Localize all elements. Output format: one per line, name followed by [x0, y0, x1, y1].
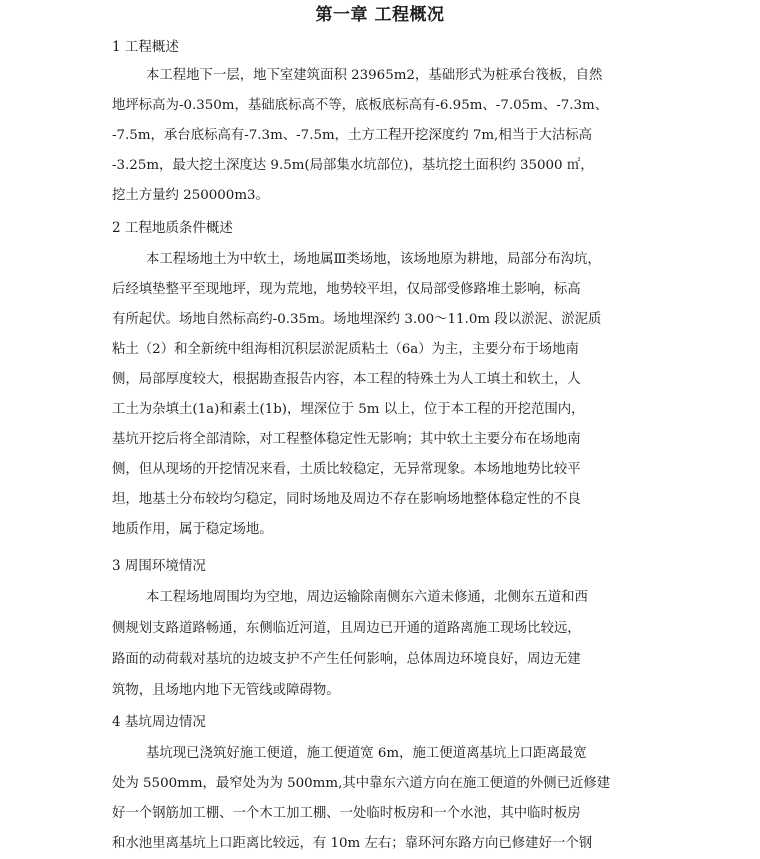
- paragraph-line: 筑物，且场地内地下无管线或障碍物。: [112, 683, 340, 698]
- paragraph-line: 侧，局部厚度较大，根据勘查报告内容，本工程的特殊土为人工填土和软土，人: [112, 372, 581, 387]
- paragraph-line: 后经填垫整平至现地坪，现为荒地，地势较平坦，仅局部受修路堆土影响，标高: [112, 282, 581, 297]
- paragraph-line: 处为 5500mm，最窄处为为 500mm,其中靠东六道方向在施工便道的外侧已近修建: [112, 776, 611, 791]
- paragraph-line: 好一个钢筋加工棚、一个木工加工棚、一处临时板房和一个水池，其中临时板房: [112, 806, 581, 821]
- chapter-title: 第一章 工程概况: [315, 5, 445, 25]
- paragraph-line: 和水池里离基坑上口距离比较远，有 10m 左右；靠环河东路方向已修建好一个钢: [112, 836, 593, 851]
- paragraph-line: 地质作用，属于稳定场地。: [112, 522, 273, 537]
- paragraph-line: 本工程地下一层，地下室建筑面积 23965m2，基础形式为桩承台筏板，自然: [146, 68, 603, 83]
- paragraph-line: 挖土方量约 250000m3。: [112, 188, 269, 203]
- paragraph-line: 基坑现已浇筑好施工便道，施工便道宽 6m，施工便道离基坑上口距离最宽: [146, 746, 587, 761]
- section-heading: 1 工程概述: [112, 39, 179, 55]
- section-heading: 3 周围环境情况: [112, 558, 206, 574]
- paragraph-line: -7.5m，承台底标高有-7.3m、-7.5m，土方工程开挖深度约 7m,相当于大沽标高: [112, 128, 593, 143]
- paragraph-line: -3.25m，最大挖土深度达 9.5m(局部集水坑部位)，基坑挖土面积约 35000 ㎡，: [112, 158, 594, 173]
- paragraph-line: 本工程场地土为中软土，场地属Ⅲ类场地，该场地原为耕地，局部分布沟坑，: [146, 252, 601, 267]
- paragraph-line: 本工程场地周围均为空地，周边运输除南侧东六道未修通，北侧东五道和西: [146, 590, 588, 605]
- paragraph-line: 坦，地基土分布较均匀稳定，同时场地及周边不存在影响场地整体稳定性的不良: [112, 492, 581, 507]
- paragraph-line: 路面的动荷载对基坑的边坡支护不产生任何影响，总体周边环境良好，周边无建: [112, 652, 581, 667]
- section-heading: 4 基坑周边情况: [112, 714, 206, 730]
- paragraph-line: 地坪标高为-0.350m，基础底标高不等，底板底标高有-6.95m、-7.05m、-7.3m、: [112, 98, 609, 113]
- paragraph-line: 侧规划支路道路畅通，东侧临近河道，且周边已开通的道路离施工现场比较远，: [112, 621, 581, 636]
- paragraph-line: 基坑开挖后将全部清除，对工程整体稳定性无影响；其中软土主要分布在场地南: [112, 432, 581, 447]
- paragraph-line: 侧，但从现场的开挖情况来看，土质比较稳定，无异常现象。本场地地势比较平: [112, 462, 581, 477]
- paragraph-line: 工土为杂填土(1a)和素土(1b)，埋深位于 5m 以上，位于本工程的开挖范围内，: [112, 402, 585, 417]
- paragraph-line: 有所起伏。场地自然标高约-0.35m。场地埋深约 3.00～11.0m 段以淤泥、淤泥质: [112, 312, 602, 327]
- paragraph-line: 粘土（2）和全新统中组海相沉积层淤泥质粘土（6a）为主，主要分布于场地南: [112, 342, 579, 357]
- section-heading: 2 工程地质条件概述: [112, 220, 233, 236]
